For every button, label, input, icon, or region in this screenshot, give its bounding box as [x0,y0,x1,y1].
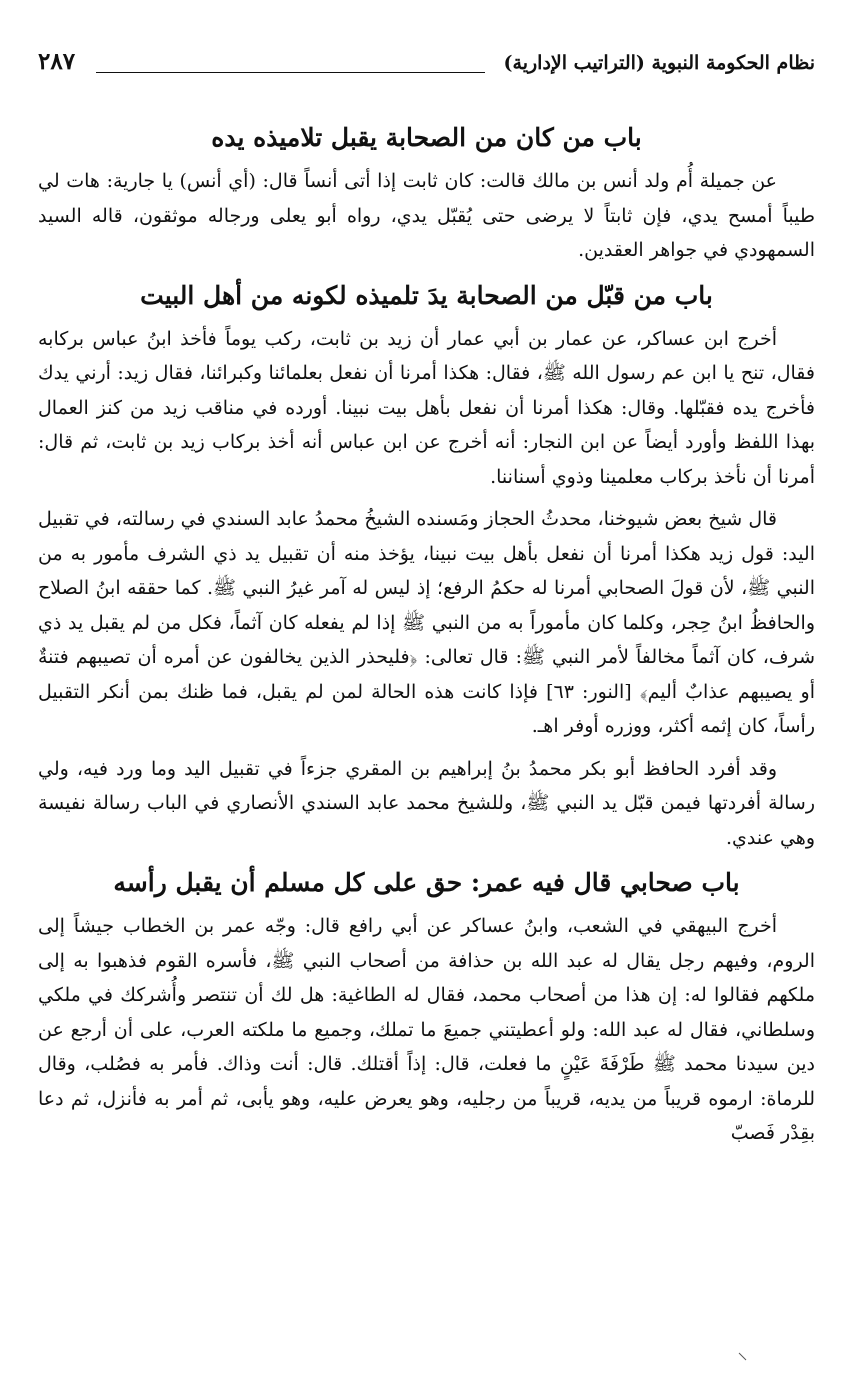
header-rule [96,72,485,73]
paragraph: أخرج البيهقي في الشعب، وابنُ عساكر عن أبي رافع قال: وجّه عمر بن الخطاب جيشاً إلى الروم، وفيهم رجل يقال له عبد الله بن حذافة من أصحاب النبي ﷺ، فأسره القوم فذهبوا به إلى ملكهم فقالوا له: إن هذا من أصحاب محمد، فقال له الطاغية: هل لك أن تنتصر وأُشركك في ملكي وسلطاني، فقال له عبد الله: ولو أعطيتني جميعَ ما تملك، وجميع ما ملكته العرب، على أن أرجع عن دين سيدنا محمد ﷺ طَرْفَةَ عَيْنٍ ما فعلت، قال: إذاً أقتلك. قال: أنت وذاك. فأمر به فصُلب، وقال للرماة: ارموه قريباً من يديه، قريباً من رجليه، وهو يعرض عليه، وهو يأبى، ثم أمر به فأنزل، ثم دعا بقِدْر فَصبّ [38,915,815,1144]
section-heading: باب صحابي قال فيه عمر: حق على كل مسلم أن يقبل رأسه [113,868,740,897]
paragraph: عن جميلة أُم ولد أنس بن مالك قالت: كان ثابت إذا أتى أنساً قال: (أي أنس) يا جارية: هات لي طيباً أمسح يدي، فإن ثابتاً لا يرضى حتى يُقبّل يدي، رواه أبو يعلى ورجاله موثقون، قاله السيد السمهودي في جواهر العقدين. [38,170,815,261]
scan-mark [738,1352,748,1362]
section-1 [38,120,815,268]
paragraph: وقد أفرد الحافظ أبو بكر محمدُ بنُ إبراهيم بن المقري جزءاً في تقبيل اليد وما ورد فيه، ولي رسالة أفردتها فيمن قبّل يد النبي ﷺ، وللشيخ محمد عابد السندي الأنصاري في الباب رسالة نفيسة وهي عندي. [38,757,815,849]
running-title: نظام الحكومة النبوية (التراتيب الإدارية) [503,52,815,74]
section-2 [38,278,815,856]
section-heading: باب من قبّل من الصحابة يدَ تلميذه لكونه من أهل البيت [140,280,713,310]
running-header [38,48,815,84]
page-number: ٢٨٧ [38,48,76,75]
paragraph: قال شيخ بعض شيوخنا، محدثُ الحجاز ومَسنده الشيخُ محمدُ عابد السندي في رسالته، في تقبيل اليد: قول زيد هكذا أمرنا أن نفعل بأهل بيت نبينا، يؤخذ منه أن تقبيل يد ذي الشرف مأمور به من النبي ﷺ، لأن قولَ الصحابي أمرنا له حكمُ الرفع؛ إذ ليس له آمر غيرُ النبي ﷺ. كما حققه ابنُ الصلاح والحافظُ ابنُ حِجر، وكلما كان مأموراً به من النبي ﷺ إذا لم يفعله كان آثماً، فكل من لم يقبل يد ذي شرف، كان آثماً مخالفاً لأمر النبي ﷺ: قال تعالى: ﴿فليحذر الذين يخالفون عن أمره أن تصيبهم فتنةٌ أو يصيبهم عذابٌ أليم﴾ [النور: ٦٣] فإذا كانت هذه الحالة لمن لم يقبل، فما ظنك بمن أنكر التقبيل رأساً، كان إثمه أكثر، ووزره أوفر اهـ. [38,508,815,737]
section-3 [38,865,815,1151]
section-heading: باب من كان من الصحابة يقبل تلاميذه يده [211,123,642,152]
paragraph: أخرج ابن عساكر، عن عمار بن أبي عمار أن زيد بن ثابت، ركب يوماً فأخذ ابنُ عباس بركابه فقال، تنح يا ابن عم رسول الله ﷺ، فقال: هكذا أمرنا أن نفعل بعلمائنا وكبرائنا، فقال زيد: أرني يدك فأخرج يده فقبّلها. وقال: هكذا أمرنا أن نفعل بأهل بيت نبينا. أورده في مناقب زيد من كنز العمال بهذا اللفظ وأورد أيضاً عن ابن النجار: أنه أخرج عن ابن عباس أنه أخذ بركاب زيد بن ثابت، ثم قال: أمرنا أن نأخذ بركاب معلمينا وذوي أسناننا. [38,327,815,488]
